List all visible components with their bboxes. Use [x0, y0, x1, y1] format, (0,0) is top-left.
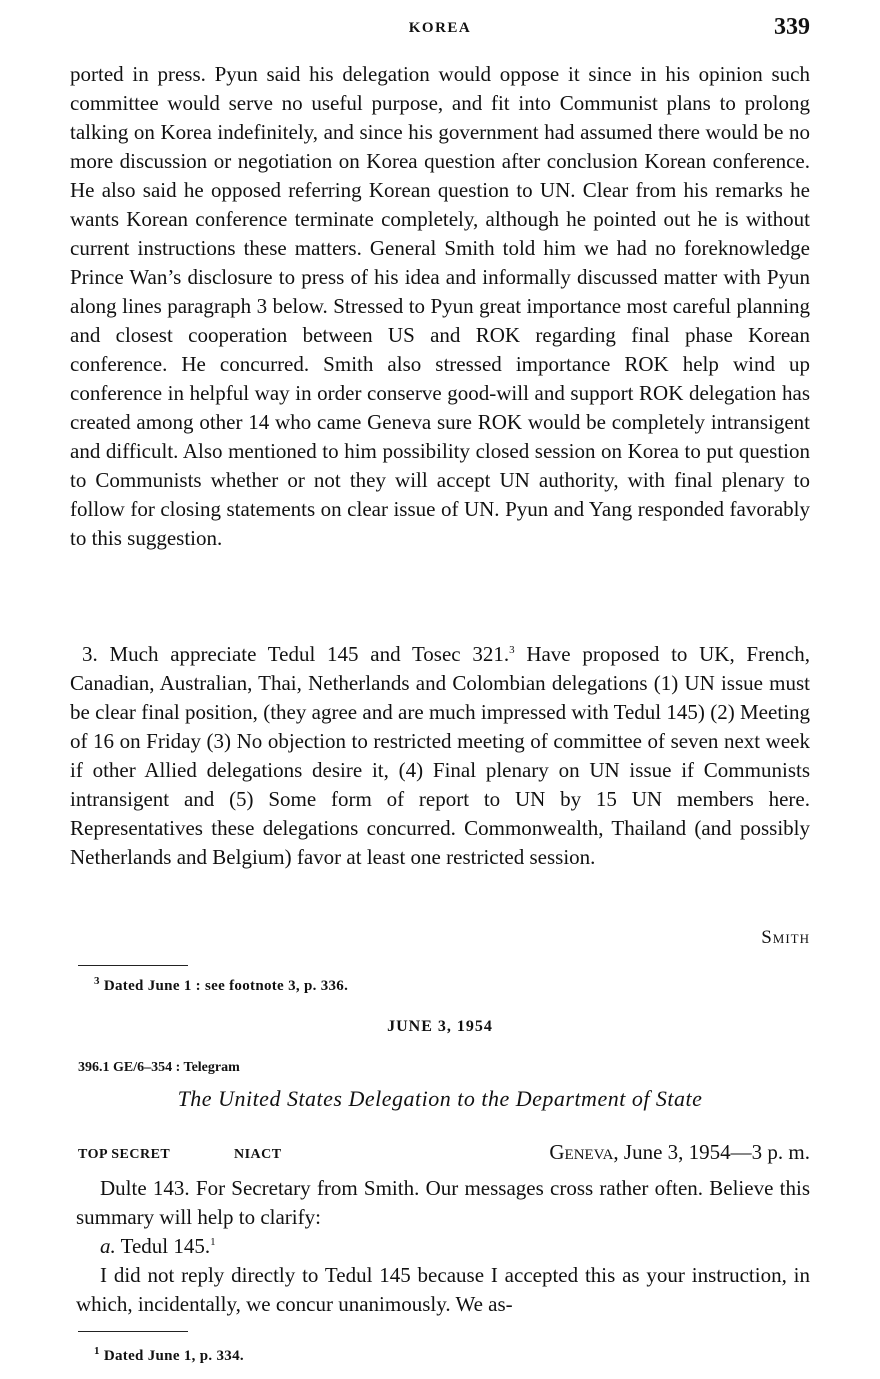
- footnote-1-text: Dated June 1, p. 334.: [99, 1348, 244, 1364]
- footnote-3-text: Dated June 1 : see footnote 3, p. 336.: [99, 978, 349, 994]
- place-name: Geneva: [549, 1140, 614, 1164]
- telegram-paragraph-2: I did not reply directly to Tedul 145 because I accepted this as your instruction, in which, incidentally, we concur unanimously. We as-: [76, 1263, 810, 1316]
- running-head: [70, 14, 810, 44]
- date-time: , June 3, 1954—3 p. m.: [613, 1140, 810, 1164]
- date-heading: JUNE 3, 1954: [387, 1018, 493, 1035]
- running-title: KOREA: [408, 20, 472, 36]
- signature: Smith: [761, 927, 810, 948]
- footnote-divider-2: [78, 1331, 188, 1332]
- file-reference: 396.1 GE/6–354 : Telegram: [78, 1060, 240, 1075]
- footnote-3-mark: 3: [94, 975, 100, 987]
- body-paragraph-1: ported in press. Pyun said his delegation would oppose it since in his opinion such committee would serve no useful purpose, and fit into Communist plans to prolong talking on Korea indefinitely, and since his government had assumed there would be no more discussion or negotiation on Korea question after conclusion Korean conference. He also said he opposed referring Korean question to UN. Clear from his remarks he wants Korean conference terminate completely, although he pointed out he is without current instructions these matters. General Smith told him we had no foreknowledge Prince Wan’s disclosure to press of his idea and informally discussed matter with Pyun along lines paragraph 3 below. Stressed to Pyun great importance most careful planning and closest cooperation between US and ROK regarding final phase Korean conference. He concurred. Smith also stressed importance ROK help wind up conference in helpful way in order conserve good-will and support ROK delegation has created among other 14 who came Geneva sure ROK would be completely intransigent and difficult. Also mentioned to him possibility closed session on Korea to put question to Communists whether or not they will accept UN authority, with final plenary to follow for closing statements on clear issue of UN. Pyun and Yang responded favorably to this suggestion.: [70, 62, 810, 550]
- footnote-3: [94, 975, 349, 995]
- classification-line: [78, 1140, 810, 1170]
- telegram-item-a: [76, 1232, 810, 1261]
- footnote-1: [94, 1345, 244, 1365]
- footnote-ref-3: 3: [509, 644, 515, 656]
- priority-label: NIACT: [234, 1147, 282, 1162]
- paragraph-2-text-end: Have proposed to UK, French, Canadian, Australian, Thai, Netherlands and Colombian delegations (1) UN issue must be clear final position, (they agree and are much impressed with Tedul 145) (2) Meeting of 16 on Friday (3) No objection to restricted meeting of committee of seven next week if other Allied delegations desire it, (4) Final plenary on UN issue if Communists intransigent and (5) Some form of report to UN by 15 UN members here. Representatives these delegations concurred. Commonwealth, Thailand (and possibly Netherlands and Belgium) favor at least one restricted session.: [70, 642, 810, 869]
- item-a-label: a.: [100, 1234, 116, 1258]
- item-a-text: Tedul 145.: [115, 1234, 211, 1258]
- telegram-paragraph-1: Dulte 143. For Secretary from Smith. Our messages cross rather often. Believe this summary will help to clarify:: [76, 1176, 810, 1229]
- footnote-divider: [78, 965, 188, 966]
- classification-label: TOP SECRET: [78, 1147, 171, 1162]
- page-number: 339: [774, 14, 810, 40]
- place-and-date: [549, 1140, 810, 1165]
- telegram-body: [76, 1174, 810, 1319]
- footnote-ref-1: 1: [210, 1236, 216, 1248]
- body-paragraph-2: [70, 640, 810, 872]
- paragraph-2-text-start: 3. Much appreciate Tedul 145 and Tosec 321.: [82, 642, 510, 666]
- footnote-1-mark: 1: [94, 1345, 100, 1357]
- document-title: The United States Delegation to the Department of State: [177, 1086, 703, 1111]
